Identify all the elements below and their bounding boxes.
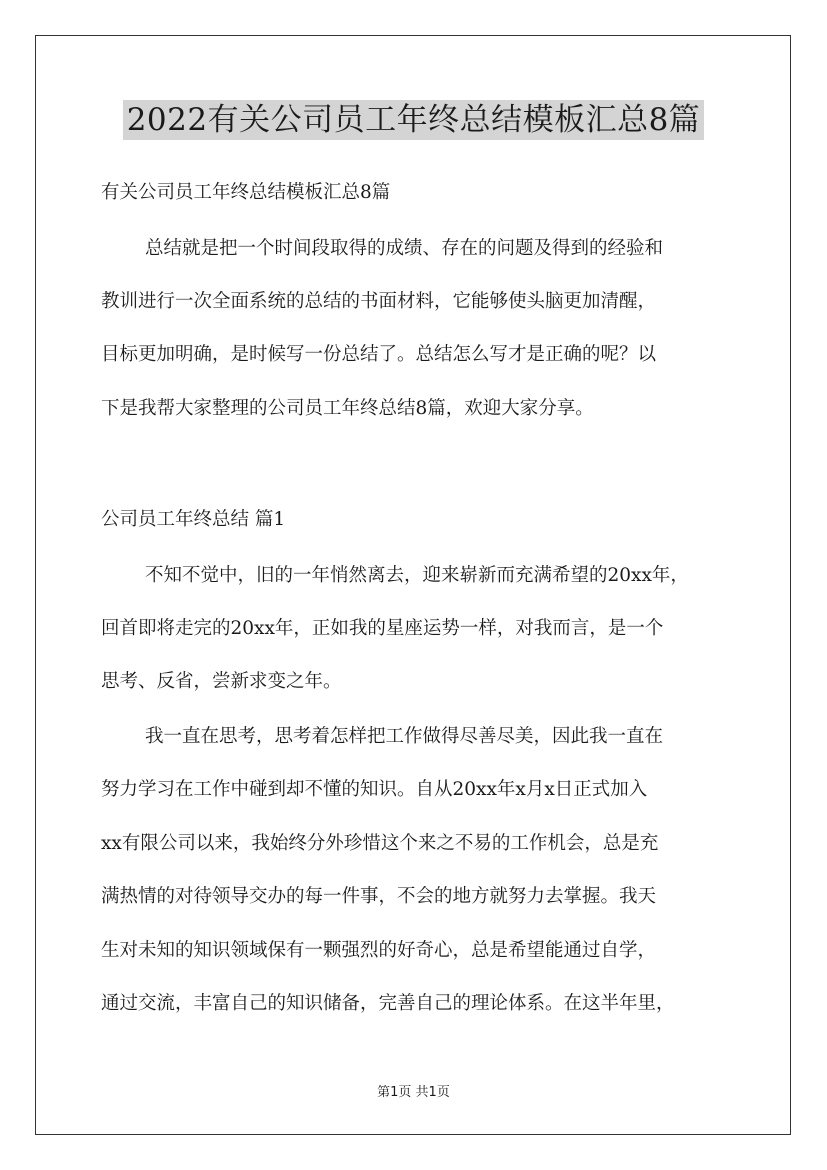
paragraph-line: 满热情的对待领导交办的每一件事，不会的地方就努力去掌握。我天 xyxy=(101,886,657,907)
intro-line: 目标更加明确，是时候写一份总结了。总结怎么写才是正确的呢？以 xyxy=(101,344,657,365)
intro-line: 教训进行一次全面系统的总结的书面材料，它能够使头脑更加清醒， xyxy=(101,291,657,312)
intro-line: 下是我帮大家整理的公司员工年终总结8篇，欢迎大家分享。 xyxy=(101,398,594,419)
paragraph-line: 我一直在思考，思考着怎样把工作做得尽善尽美，因此我一直在 xyxy=(145,726,664,747)
page-footer: 第1页 共1页 xyxy=(377,1085,450,1100)
intro-line: 总结就是把一个时间段取得的成绩、存在的问题及得到的经验和 xyxy=(145,238,664,259)
paragraph-line: 努力学习在工作中碰到却不懂的知识。自从20xx年x月x日正式加入 xyxy=(101,779,648,800)
document-subtitle: 有关公司员工年终总结模板汇总8篇 xyxy=(101,182,391,203)
paragraph-line: 回首即将走完的20xx年，正如我的星座运势一样，对我而言，是一个 xyxy=(101,618,664,639)
paragraph-line: 通过交流，丰富自己的知识储备，完善自己的理论体系。在这半年里， xyxy=(101,993,675,1014)
paragraph-line: 思考、反省，尝新求变之年。 xyxy=(101,671,342,692)
paragraph-line: 不知不觉中，旧的一年悄然离去，迎来崭新而充满希望的20xx年， xyxy=(145,565,689,586)
title-container xyxy=(0,100,827,140)
section-heading: 公司员工年终总结 篇1 xyxy=(101,509,286,530)
document-title: 2022有关公司员工年终总结模板汇总8篇 xyxy=(123,100,705,140)
paragraph-line: 生对未知的知识领域保有一颗强烈的好奇心，总是希望能通过自学， xyxy=(101,940,657,961)
paragraph-line: xx有限公司以来，我始终分外珍惜这个来之不易的工作机会，总是充 xyxy=(101,833,659,854)
